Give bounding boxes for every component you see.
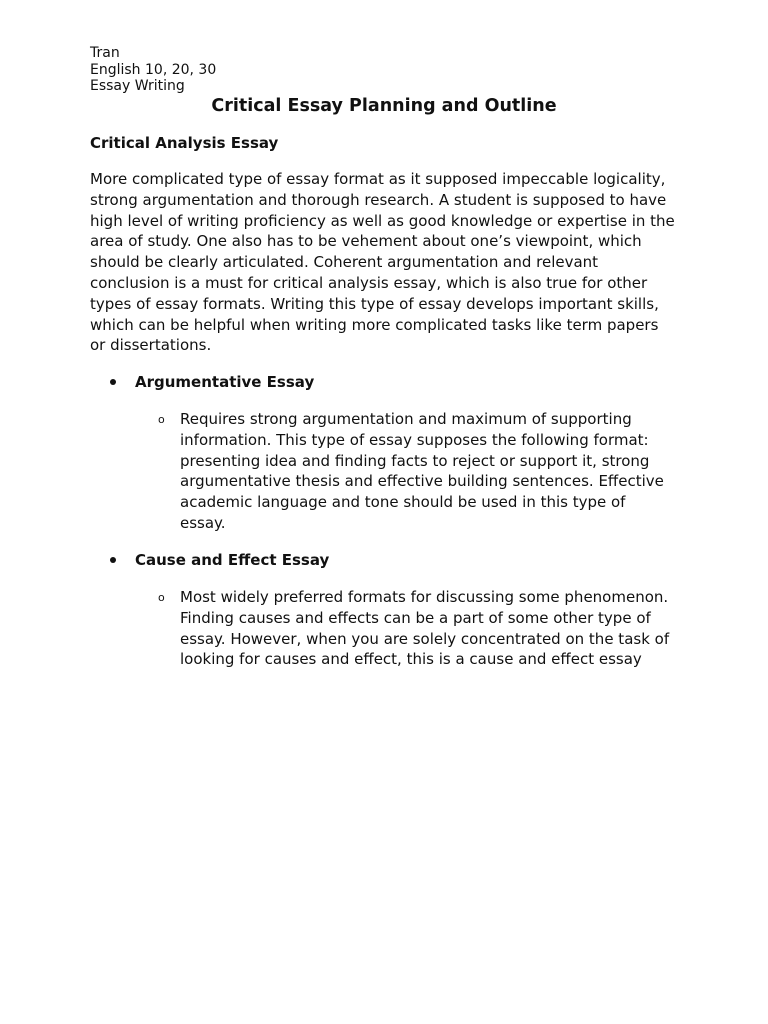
bullet-dot-icon (110, 379, 116, 385)
bullet-label: Cause and Effect Essay (135, 551, 330, 569)
paragraph-line: conclusion is a must for critical analysis essay, which is also true for other (90, 273, 648, 292)
sub-item-line: information. This type of essay supposes the following format: (180, 430, 649, 449)
paragraph-line: high level of writing proficiency as well as good knowledge or expertise in the (90, 211, 675, 230)
sub-item-line: essay. (180, 513, 226, 532)
sub-item-line: Requires strong argumentation and maximum of supporting (180, 410, 632, 428)
sub-item-line: presenting idea and finding facts to reject or support it, strong (180, 451, 650, 470)
sub-item-line: essay. However, when you are solely concentrated on the task of (180, 629, 670, 648)
document-title: Critical Essay Planning and Outline (211, 96, 557, 116)
course-name: English 10, 20, 30 (90, 61, 217, 78)
paragraph-line: which can be helpful when writing more complicated tasks like term papers (90, 315, 659, 334)
paragraph-line: strong argumentation and thorough research. A student is supposed to have (90, 190, 667, 209)
section-heading: Critical Analysis Essay (90, 134, 279, 152)
document-header (90, 45, 216, 95)
paragraph-line: or dissertations. (90, 336, 212, 355)
sub-item-text (180, 587, 680, 670)
sub-item-line: looking for causes and effect, this is a cause and effect essay (180, 650, 642, 669)
sub-item-line: argumentative thesis and effective building sentences. Effective (180, 472, 664, 491)
paragraph-line: More complicated type of essay format as it supposed impeccable logicality, (90, 170, 666, 188)
bullet-dot-icon (110, 557, 116, 563)
hollow-bullet-icon: o (158, 591, 165, 604)
sub-item-line: academic language and tone should be used in this type of (180, 493, 626, 512)
unit-name: Essay Writing (90, 78, 185, 94)
paragraph-line: types of essay formats. Writing this type of essay develops important skills, (90, 294, 659, 313)
paragraph-line: area of study. One also has to be vehement about one’s viewpoint, which (90, 232, 642, 251)
paragraph-line: should be clearly articulated. Coherent argumentation and relevant (90, 253, 599, 272)
sub-item-line: Finding causes and effects can be a part of some other type of (180, 608, 651, 627)
sub-item-line: Most widely preferred formats for discussing some phenomenon. (180, 588, 669, 606)
author-name: Tran (90, 45, 120, 61)
hollow-bullet-icon: o (158, 413, 165, 426)
bullet-label: Argumentative Essay (135, 373, 315, 391)
intro-paragraph (90, 169, 690, 356)
sub-item-text (180, 409, 680, 534)
